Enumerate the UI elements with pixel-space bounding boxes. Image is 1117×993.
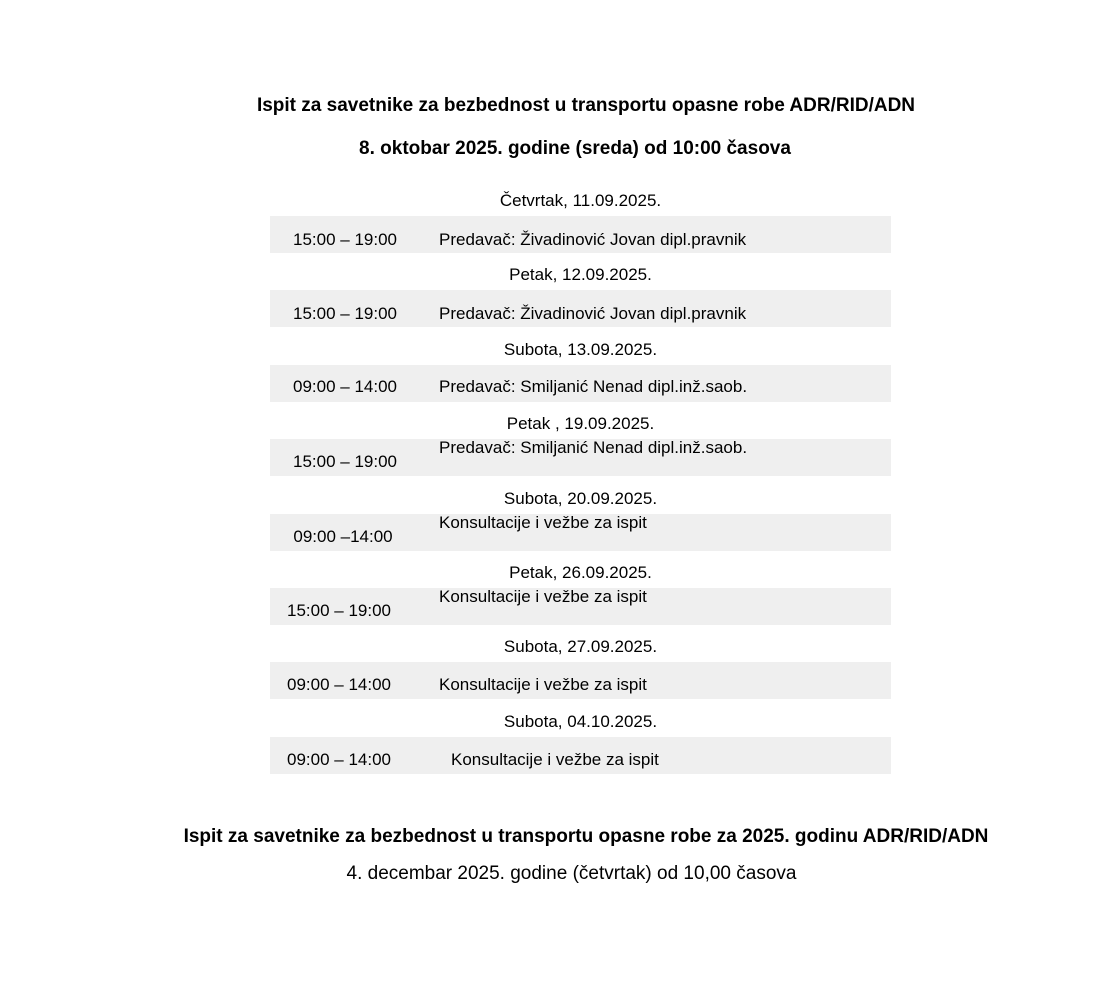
schedule-block: [270, 632, 891, 706]
schedule-block: [270, 335, 891, 409]
schedule-time: 15:00 – 19:00: [293, 452, 397, 472]
schedule-day: Petak, 12.09.2025.: [509, 265, 652, 285]
exam-title: Ispit za savetnike za bezbednost u transportu opasne robe ADR/RID/ADN: [256, 95, 916, 116]
schedule-time: 15:00 – 19:00: [293, 304, 397, 324]
schedule-day: Četvrtak, 11.09.2025.: [499, 191, 662, 210]
schedule-day: Subota, 13.09.2025.: [503, 339, 658, 359]
schedule-row: [270, 588, 891, 625]
schedule-description: Konsultacije i vežbe za ispit: [439, 512, 647, 532]
schedule-block: [270, 260, 891, 334]
schedule-description: Predavač: Smiljanić Nenad dipl.inž.saob.: [439, 438, 748, 458]
schedule-description: Predavač: Smiljanić Nenad dipl.inž.saob.: [439, 376, 748, 396]
final-exam-date: 4. decembar 2025. godine (četvrtak) od 10,00 časova: [346, 863, 797, 884]
schedule-time: 15:00 – 19:00: [287, 600, 391, 620]
schedule-block: [270, 707, 891, 781]
schedule-time: 09:00 – 14:00: [293, 376, 397, 396]
exam-date: 8. oktobar 2025. godine (sreda) od 10:00 časova: [359, 138, 791, 159]
schedule-block: [270, 409, 891, 483]
schedule-row: [270, 290, 891, 327]
schedule-row: [270, 439, 891, 476]
schedule-time: 09:00 – 14:00: [287, 675, 391, 695]
schedule-day: Petak, 26.09.2025.: [509, 562, 652, 582]
schedule-row: [270, 365, 891, 402]
schedule-description: Konsultacije i vežbe za ispit: [451, 749, 659, 769]
schedule-day: Petak , 19.09.2025.: [506, 414, 655, 434]
schedule-description: Predavač: Živadinović Jovan dipl.pravnik: [439, 304, 747, 324]
schedule-description: Konsultacije i vežbe za ispit: [439, 675, 647, 695]
schedule-row: [270, 737, 891, 774]
schedule-row: [270, 216, 891, 253]
schedule-row: [270, 662, 891, 699]
schedule-block: [270, 558, 891, 632]
schedule-time: 15:00 – 19:00: [293, 230, 397, 249]
final-exam-title: Ispit za savetnike za bezbednost u transportu opasne robe za 2025. godinu ADR/RID/ADN: [183, 826, 989, 847]
schedule-day: Subota, 27.09.2025.: [503, 637, 658, 657]
schedule-time: 09:00 – 14:00: [287, 749, 391, 769]
schedule-description: Konsultacije i vežbe za ispit: [439, 586, 647, 606]
schedule-row: [270, 514, 891, 551]
schedule-time: 09:00 –14:00: [293, 526, 393, 546]
schedule-table: [270, 186, 891, 781]
schedule-day: Subota, 04.10.2025.: [503, 711, 658, 731]
schedule-day: Subota, 20.09.2025.: [503, 488, 658, 508]
schedule-block: [270, 484, 891, 558]
schedule-block: [270, 186, 891, 260]
schedule-description: Predavač: Živadinović Jovan dipl.pravnik: [439, 230, 747, 249]
